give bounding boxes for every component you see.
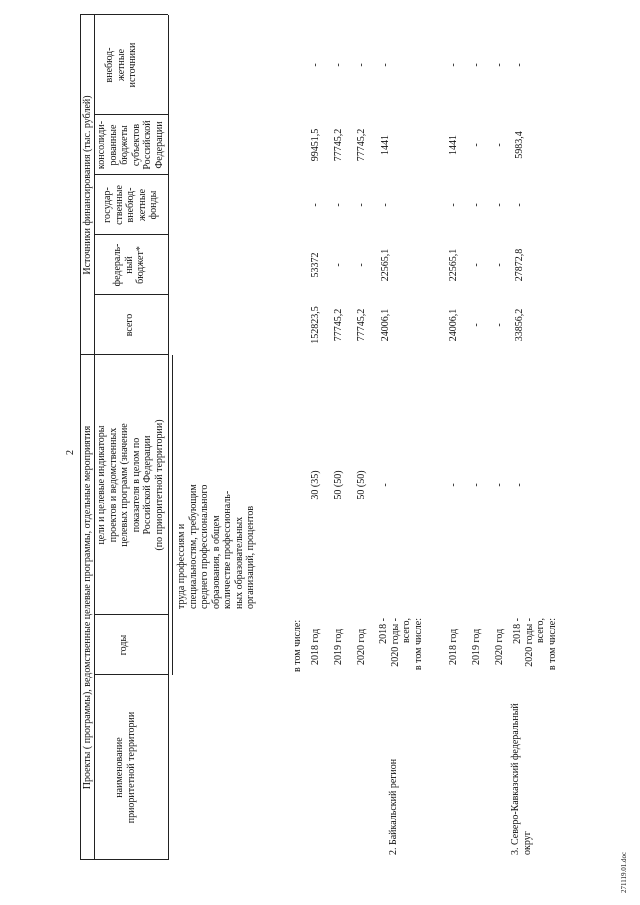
row-8-goal: -	[514, 483, 525, 487]
header-bottom-border	[168, 15, 169, 860]
row-4-year: 2018 - 2020 годы - всего, в том числе:	[378, 618, 424, 671]
row-6-federal: -	[471, 263, 482, 267]
row-6-regional: -	[471, 143, 482, 147]
row-6-goal: -	[471, 483, 482, 487]
row-8-territory: 3. Северо-Кавказский федеральный округ	[510, 703, 533, 855]
header-col-federal: федераль- ный бюджет*	[112, 243, 146, 287]
row-6-extra: -	[471, 63, 482, 67]
header-subrow-divider	[172, 355, 173, 675]
row-4-territory: 2. Байкальский регион	[388, 758, 399, 855]
row-3-state-funds: -	[356, 203, 367, 207]
row-3-total: 77745,2	[356, 308, 367, 342]
header-col-regional: консолиди- рованные бюджеты субъектов Российской Федерации	[96, 120, 165, 170]
row-2-goal: 50 (50)	[333, 470, 344, 500]
row-7-total: -	[494, 323, 505, 327]
header-col-years: годы	[118, 634, 129, 656]
row-2-extra: -	[333, 63, 344, 67]
row-1-regional: 99451,5	[310, 128, 321, 162]
row-5-state-funds: -	[448, 203, 459, 207]
row-7-federal: -	[494, 263, 505, 267]
row-5-regional: 1441	[448, 135, 459, 155]
row-1-total: 152823,5	[310, 306, 321, 344]
row-4-regional: 1441	[380, 135, 391, 155]
row-6-state-funds: -	[471, 203, 482, 207]
header-col-name: наименование приоритетной территории	[114, 711, 137, 824]
row-4-extra: -	[380, 63, 391, 67]
row-2-regional: 77745,2	[333, 128, 344, 162]
row-3-federal: -	[356, 263, 367, 267]
header-col-goals: цели и целевые индикаторы проектов и ведомственных целевых программ (значение показателя в целом по Российской Федерации (по приоритетной территории)	[96, 419, 165, 551]
row-1-goal: 30 (35)	[310, 470, 321, 500]
row-5-federal: 22565,1	[448, 248, 459, 282]
row-4-total: 24006,1	[380, 308, 391, 342]
row-2-state-funds: -	[333, 203, 344, 207]
row-4-federal: 22565,1	[380, 248, 391, 282]
row-5-total: 24006,1	[448, 308, 459, 342]
row-6-year: 2019 год	[471, 628, 482, 665]
header-funding: Источники финансирования (тыс. рублей)	[82, 95, 93, 275]
row-7-regional: -	[494, 143, 505, 147]
row-8-regional: 5983,4	[514, 131, 525, 159]
row-5-goal: -	[448, 483, 459, 487]
row-2-total: 77745,2	[333, 308, 344, 342]
row-2-year: 2019 год	[333, 628, 344, 665]
row-3-goal: 50 (50)	[356, 470, 367, 500]
row-8-total: 33856,2	[514, 308, 525, 342]
row-7-extra: -	[494, 63, 505, 67]
row-0-year: в том числе:	[292, 619, 303, 672]
row-7-goal: -	[494, 483, 505, 487]
row-2-federal: -	[333, 263, 344, 267]
header-col-state-funds: государ- ственные внебюд- жетные фонды	[102, 185, 159, 225]
footer-file-code: 271119.01.doc	[620, 851, 628, 893]
row-8-state-funds: -	[514, 203, 525, 207]
header-row-divider	[94, 15, 95, 860]
row-5-extra: -	[448, 63, 459, 67]
header-projects: Проекты ( программы), ведомственные целевые программы, отдельные мероприятия	[82, 425, 93, 790]
row-3-regional: 77745,2	[356, 128, 367, 162]
goal-description: труда профессиям и специальностям, требующим среднего профессионального образования, в общем количестве профессиональ- ных образовательных организаций, процентов	[176, 484, 256, 609]
row-5-year: 2018 год	[448, 628, 459, 665]
row-7-year: 2020 год	[494, 628, 505, 665]
row-4-goal: -	[380, 483, 391, 487]
row-4-state-funds: -	[380, 203, 391, 207]
row-7-state-funds: -	[494, 203, 505, 207]
row-3-year: 2020 год	[356, 628, 367, 665]
row-1-extra: -	[310, 63, 321, 67]
table-top-border	[80, 15, 81, 860]
row-3-extra: -	[356, 63, 367, 67]
row-6-total: -	[471, 323, 482, 327]
row-1-year: 2018 год	[310, 628, 321, 665]
header-col-total: всего	[124, 313, 135, 337]
row-8-year: 2018 - 2020 годы - всего, в том числе:	[512, 618, 558, 671]
page-number: 2	[65, 450, 76, 455]
header-col-extra: внебюд- жетные источники	[104, 42, 138, 88]
row-8-extra: -	[514, 63, 525, 67]
row-1-state-funds: -	[310, 203, 321, 207]
row-8-federal: 27872,8	[514, 248, 525, 282]
row-1-federal: 53372	[310, 252, 321, 278]
